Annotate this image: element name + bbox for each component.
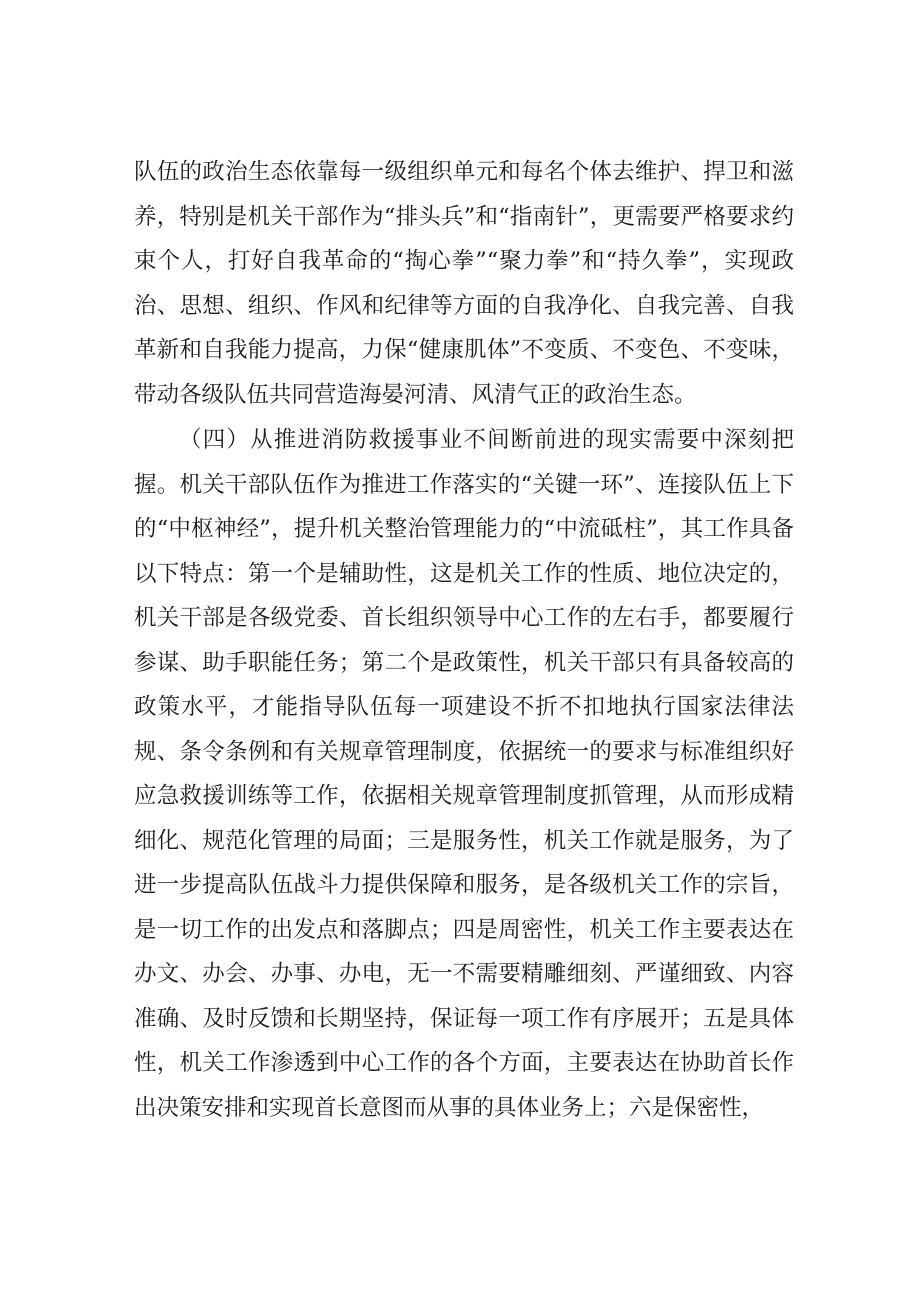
paragraph-section-four: （四）从推进消防救援事业不间断前进的现实需要中深刻把握。机关干部队伍作为推进工作落实的“关键一环”、连接队伍上下的“中枢神经”，提升机关整治管理能力的“中流砥柱”，其工作具备以下特点：第一个是辅助性，这是机关工作的性质、地位决定的，机关干部是各级党委、首长组织领导中心工作的左右手，都要履行参谋、助手职能任务；第二个是政策性，机关干部只有具备较高的政策水平，才能指导队伍每一项建设不折不扣地执行国家法律法规、条令条例和有关规章管理制度，依据统一的要求与标准组织好应急救援训练等工作，依据相关规章管理制度抓管理，从而形成精细化、规范化管理的局面；三是服务性，机关工作就是服务，为了进一步提高队伍战斗力提供保障和服务，是各级机关工作的宗旨，是一切工作的出发点和落脚点；四是周密性，机关工作主要表达在办文、办会、办事、办电，无一不需要精雕细刻、严谨细致、内容准确、及时反馈和长期坚持，保证每一项工作有序展开；五是具体性，机关工作渗透到中心工作的各个方面，主要表达在协助首长作出决策安排和实现首长意图而从事的具体业务上；六是保密性， — [134, 427, 794, 1121]
document-page — [134, 150, 794, 1130]
paragraph-political-ecology: 队伍的政治生态依靠每一级组织单元和每名个体去维护、捍卫和滋养，特别是机关干部作为“排头兵”和“指南针”，更需要严格要求约束个人，打好自我革命的“掏心拳”“聚力拳”和“持久拳”，实现政治、思想、组织、作风和纪律等方面的自我净化、自我完善、自我革新和自我能力提高，力保“健康肌体”不变质、不变色、不变味，带动各级队伍共同营造海晏河清、风清气正的政治生态。 — [134, 159, 794, 408]
